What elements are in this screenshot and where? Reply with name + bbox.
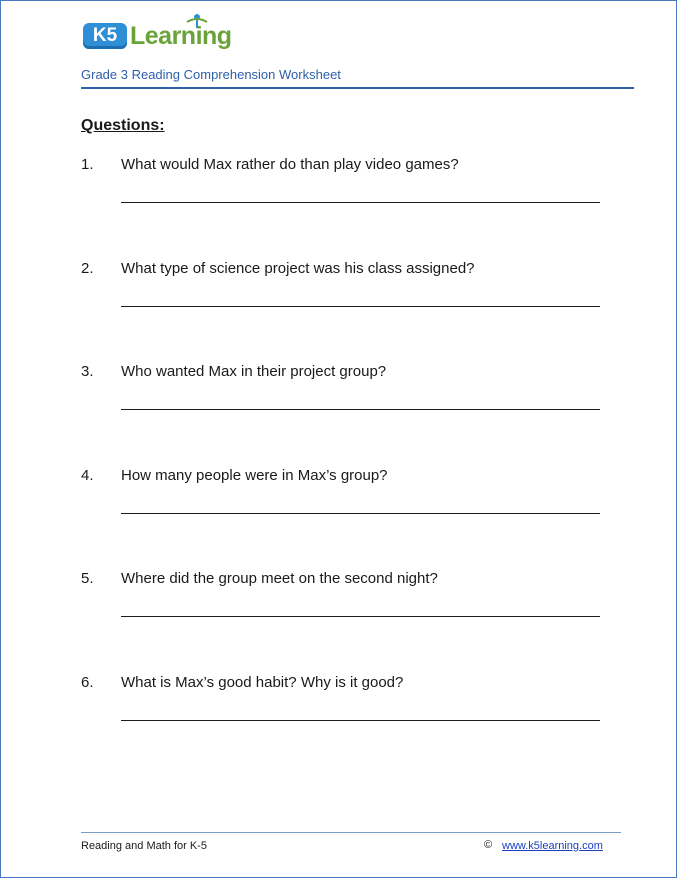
question-number: 5.	[81, 570, 94, 587]
answer-line[interactable]	[121, 513, 600, 514]
header-divider	[81, 87, 634, 89]
footer-tagline: Reading and Math for K-5	[81, 840, 207, 852]
copyright-symbol: ©	[484, 839, 493, 851]
answer-line[interactable]	[121, 616, 600, 617]
answer-line[interactable]	[121, 409, 600, 410]
logo-figure-icon	[184, 13, 210, 29]
question-text: Who wanted Max in their project group?	[121, 363, 387, 380]
questions-heading: Questions:	[81, 117, 165, 134]
question-number: 1.	[81, 156, 94, 173]
answer-line[interactable]	[121, 306, 600, 307]
question-number: 2.	[81, 260, 94, 277]
question-number: 6.	[81, 674, 94, 691]
question-text: How many people were in Max’s group?	[121, 467, 388, 484]
logo-k5-badge: K5	[83, 23, 127, 49]
logo-learning-text: Learning	[130, 22, 232, 50]
question-text: What would Max rather do than play video games?	[121, 156, 459, 173]
question-text: What is Max’s good habit? Why is it good?	[121, 674, 404, 691]
footer-website-link[interactable]: www.k5learning.com	[502, 840, 603, 852]
question-number: 3.	[81, 363, 94, 380]
question-text: What type of science project was his class assigned?	[121, 260, 475, 277]
footer-divider	[81, 832, 621, 833]
k5-learning-logo[interactable]	[83, 15, 233, 51]
question-text: Where did the group meet on the second night?	[121, 570, 438, 587]
answer-line[interactable]	[121, 720, 600, 721]
question-number: 4.	[81, 467, 94, 484]
answer-line[interactable]	[121, 202, 600, 203]
worksheet-title: Grade 3 Reading Comprehension Worksheet	[81, 67, 341, 82]
